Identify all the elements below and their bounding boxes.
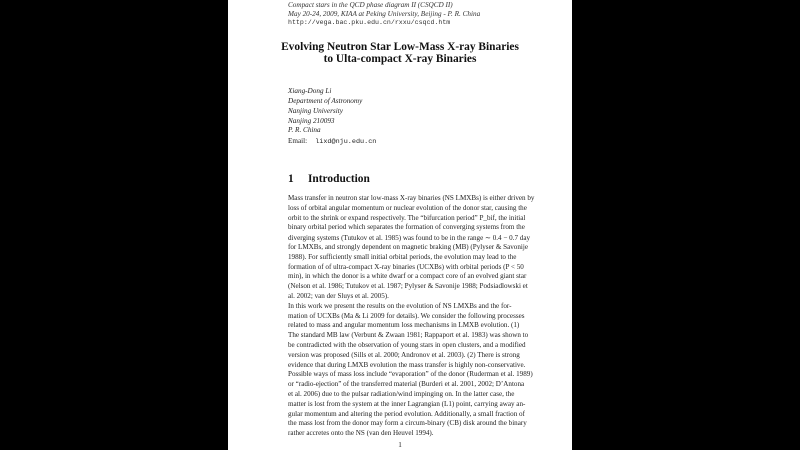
body-text-line: formation of of ultra-compact X-ray binaries (UCXBs) with orbital periods (P < 50	[288, 262, 524, 271]
paper-title-line-2: to Ulta-compact X-ray Binaries	[323, 53, 477, 65]
body-text-line: rather accretes onto the NS (van den Heuvel 1994).	[288, 429, 434, 438]
body-text-line: min), in which the donor is a white dwarf or a compact core of an evolved giant star	[288, 272, 527, 281]
section-number: 1	[288, 173, 294, 185]
paper-page	[228, 0, 572, 450]
body-text-line: mation of UCXBs (Ma & Li 2009 for details). We consider the following processes	[288, 311, 525, 320]
section-title: Introduction	[308, 173, 370, 185]
author-university: Nanjing University	[288, 107, 343, 115]
body-text-line: the mass lost from the donor may form a circum-binary (CB) disk around the binary	[288, 419, 527, 428]
email-address[interactable]: lixd@nju.edu.cn	[315, 138, 377, 146]
body-text-line: or “radio-ejection” of the transferred material (Burderi et al. 2001, 2002; D’Antona	[288, 380, 525, 389]
body-text-line: (Nelson et al. 1986; Tutukov et al. 1987; Pylyser & Savonije 1988; Podsiadlowski et	[288, 282, 528, 291]
body-text-line: The standard MB law (Verbunt & Zwaan 1981; Rappaport et al. 1983) was shown to	[288, 331, 529, 340]
body-text-line: matter is lost from the system at the inner Lagrangian (L1) point, carrying away an-	[288, 399, 526, 408]
body-text-line: al. 2002; van der Sluys et al. 2005).	[288, 292, 389, 300]
body-text-line: orbit to the shrink or expand respectively. The “bifurcation period” P_bif, the initial	[288, 213, 526, 222]
body-text-line: binary orbital period which separates the formation of converging systems from the	[288, 223, 525, 232]
body-text-line: be contradicted with the observation of young stars in open clusters, and a modified	[288, 341, 526, 349]
body-text-line: loss of orbital angular momentum or nuclear evolution of the donor star, causing the	[288, 203, 527, 212]
body-text-line: Mass transfer in neutron star low-mass X-ray binaries (NS LMXBs) is either driven by	[288, 194, 535, 202]
body-text-line: evidence that during LMXB evolution the mass transfer is highly non-conservative.	[288, 360, 526, 369]
body-text-line: et al. 2006) due to the pulsar radiation/wind impinging on. In the latter case, the	[288, 390, 515, 398]
body-text-line: Possible ways of mass loss include “evaporation” of the donor (Ruderman et al. 1989)	[288, 370, 533, 379]
body-text-line: related to mass and angular momentum loss mechanisms in LMXB evolution. (1)	[288, 321, 520, 330]
page-number: 1	[398, 441, 402, 449]
author-department: Department of Astronomy	[288, 97, 363, 105]
conference-line: Compact stars in the QCD phase diagram II (CSQCD II)	[288, 1, 453, 9]
body-text-line: 1988). For sufficiently small initial orbital periods, the evolution may lead to the	[288, 252, 517, 261]
body-text-line: for LMXBs, and strongly dependent on magnetic braking (MB) (Pylyser & Savonije	[288, 243, 528, 251]
body-text-line: version was proposed (Sills et al. 2000; Andronov et al. 2003). (2) There is strong	[288, 350, 520, 359]
paper-title-line-1: Evolving Neutron Star Low-Mass X-ray Binaries	[281, 41, 519, 53]
body-text-line: diverging systems (Tutukov et al. 1985) was found to be in the range ∼ 0.4 − 0.7 day	[288, 234, 531, 243]
email-label: Email:	[288, 137, 308, 145]
conference-dates-line: May 20-24, 2009, KIAA at Peking University, Beijing - P. R. China	[288, 10, 481, 18]
author-city: Nanjing 210093	[288, 117, 335, 125]
author-country: P. R. China	[288, 126, 321, 134]
section-heading	[288, 173, 370, 185]
conference-url[interactable]: http://vega.bac.pku.edu.cn/rxxu/csqcd.htm	[288, 19, 451, 26]
body-text-line: In this work we present the results on the evolution of NS LMXBs and the for-	[288, 301, 512, 310]
author-email	[288, 136, 376, 146]
author-name: Xiang-Dong Li	[288, 87, 332, 95]
body-text-line: gular momentum and altering the period evolution. Additionally, a small fraction of	[288, 409, 525, 418]
